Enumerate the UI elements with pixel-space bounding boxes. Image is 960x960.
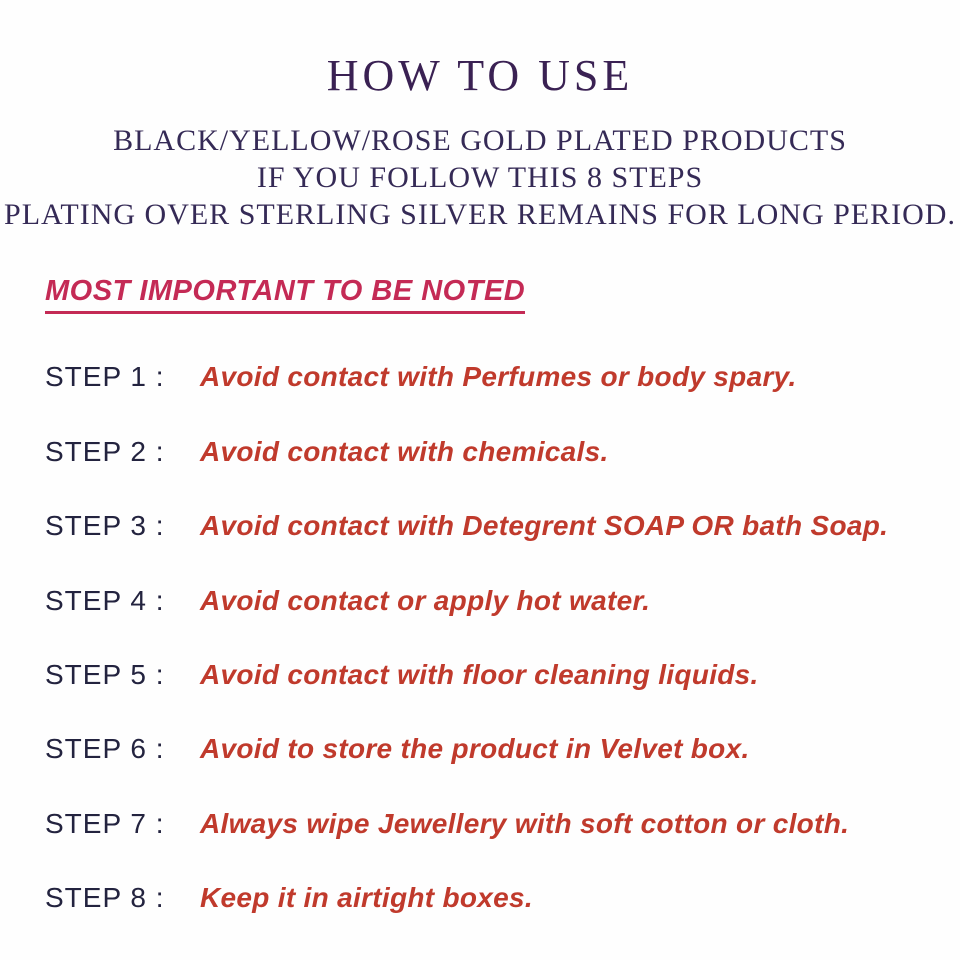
step-text: Avoid contact with Perfumes or body spary. — [200, 361, 797, 393]
notice-wrap — [45, 275, 960, 314]
step-text: Always wipe Jewellery with soft cotton or cloth. — [200, 807, 850, 839]
step-row — [45, 586, 960, 615]
subtitle-block — [0, 124, 960, 231]
step-label: STEP 8 : — [45, 882, 165, 914]
subtitle-line-2: IF YOU FOLLOW THIS 8 STEPS — [256, 161, 704, 195]
step-row — [45, 511, 960, 540]
step-label: STEP 3 : — [45, 510, 165, 542]
step-label: STEP 5 : — [45, 658, 165, 690]
step-text: Avoid contact with chemicals. — [200, 435, 609, 467]
step-label: STEP 6 : — [45, 733, 165, 765]
step-label: STEP 2 : — [45, 435, 165, 467]
step-label: STEP 1 : — [45, 361, 165, 393]
step-text: Avoid to store the product in Velvet box. — [200, 733, 750, 765]
step-row — [45, 734, 960, 763]
step-label: STEP 7 : — [45, 807, 165, 839]
subtitle-line-1: BLACK/YELLOW/ROSE GOLD PLATED PRODUCTS — [113, 124, 847, 158]
step-text: Keep it in airtight boxes. — [200, 882, 533, 914]
subtitle-line-3: PLATING OVER STERLING SILVER REMAINS FOR LONG PERIOD. — [4, 198, 956, 232]
step-text: Avoid contact with Detegrent SOAP OR bath Soap. — [200, 510, 889, 542]
step-row — [45, 362, 960, 391]
step-label: STEP 4 : — [45, 584, 165, 616]
step-row — [45, 809, 960, 838]
page-title: HOW TO USE — [326, 51, 634, 100]
step-row — [45, 437, 960, 466]
step-text: Avoid contact with floor cleaning liquids. — [200, 658, 759, 690]
step-row — [45, 660, 960, 689]
step-row — [45, 883, 960, 912]
steps-list — [45, 362, 960, 912]
step-text: Avoid contact or apply hot water. — [200, 584, 651, 616]
important-notice: MOST IMPORTANT TO BE NOTED — [45, 275, 525, 314]
